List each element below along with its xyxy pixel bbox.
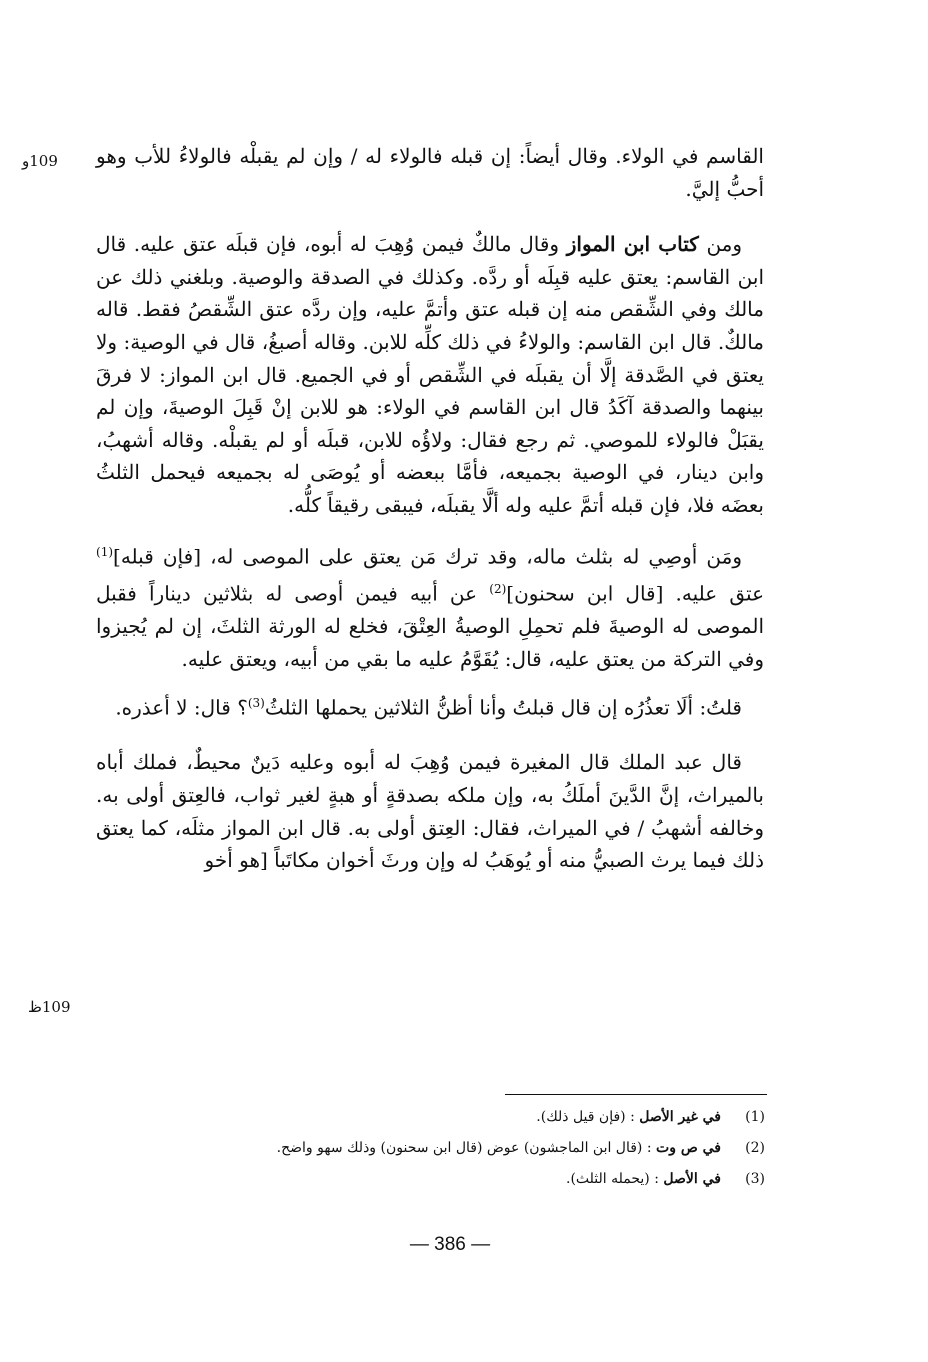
paragraph-text: عتق عليه.: [663, 581, 764, 606]
footnote-label: في ص وت: [656, 1140, 721, 1156]
paragraph: [96, 536, 764, 676]
paragraph-text: [قال ابن سحنون]: [506, 581, 664, 606]
footnote-text: : (قال ابن الماجشون) عوض (قال ابن سحنون) وذلك سهو واضح.: [276, 1140, 657, 1156]
main-text: [96, 140, 764, 877]
paragraph-text: عن أبيه فيمن أوصى له بثلاثين ديناراً فقبل الموصى له الوصيةَ فلم تحمِلِ الوصيةُ العِتْقَ، فخلع له الورثة الثلثَ، إن لم يُجيزوا وفي التركة من يعتق عليه، قال: يُقَوَّمُ عليه ما بقي من أبيه، ويعتق عليه.: [96, 581, 764, 671]
footnote-number: (1): [745, 1109, 765, 1125]
section-heading: كتاب ابن المواز: [566, 232, 699, 257]
footnote-ref: (3): [247, 696, 265, 711]
margin-folio-note: 109و: [22, 152, 58, 170]
page-number: — 386 —: [409, 1234, 491, 1255]
paragraph-text: قلتُ: ألَا تعذُرُه إن قال قبلتُ وأنا أظنُّ الثلاثين يحملها الثلثُ: [264, 695, 742, 720]
footnote-ref: (2): [489, 581, 507, 596]
paragraph: [96, 228, 764, 521]
footnote-text: : (فإن قيل ذلك).: [536, 1109, 640, 1125]
paragraph-lead: ومن: [706, 232, 743, 257]
footnote-label: في الأصل: [663, 1171, 721, 1187]
footnotes: [200, 1102, 765, 1195]
paragraph: [96, 687, 764, 724]
footnote-divider: [505, 1094, 767, 1095]
footnote-item: [200, 1102, 765, 1133]
paragraph: قال عبد الملك قال المغيرة فيمن وُهِبَ له أبوه وعليه دَينٌ محيطٌ، فملك أباه بالميراث، إنَّ الدَّينَ أملَكُ به، وإن ملكه بصدقةٍ أو هبةٍ لغير ثواب، فالعِتق أولى به. وخالفه أشهبُ / في الميراث، فقال: العِتق أولى به. قال ابن المواز مثلَه، كما يعتق ذلك فيما يرث الصبيُّ منه أو يُوهَبُ له وإن ورثَ أخوان مكاتَباً [هو أخو: [96, 750, 764, 873]
paragraph: القاسم في الولاء. وقال أيضاً: إن قبله فالولاء له / وإن لم يقبلْه فالولاءُ للأب وهو أحبُّ إليَّ.: [96, 144, 764, 201]
footnote-number: (2): [745, 1140, 765, 1156]
footnote-ref: (1): [96, 544, 114, 559]
footnote-item: [200, 1133, 765, 1164]
footnote-item: [200, 1164, 765, 1195]
margin-folio-note: 109ظ: [28, 998, 71, 1016]
paragraph-text: وقال مالكٌ فيمن وُهِبَ له أبوه، فإن قبلَه عتق عليه. قال ابن القاسم: يعتق عليه قبِلَه أو ردَّه. وكذلك في الصدقة والوصية. وبلغني ذلك عن مالك وفي الشِّقص منه إن قبله عتق وأتمَّ عليه، وإن ردَّه عتق الشِّقصُ فقط. قاله مالكٌ. قال ابن القاسم: والولاءُ في ذلك كلِّه للابن. وقاله أصبغُ، قال في الوصية: ولا يعتق في الصَّدقة إلَّا أن يقبلَه في الشِّقص أو في الجميع. قال ابن المواز: لا فرقَ بينهما والصدقة آكَدُ قال ابن القاسم في الولاء: هو للابن إنْ قَبِلَ الوصيةَ، وإن لم يقبَلْ فالولاء للموصي. ثم رجع فقال: ولاؤُه للابن، قبلَه أو لم يقبلْه. وقاله أشهبُ، وابن دينار، في الوصية بجميعه، فأمَّا ببعضه أو يُوصَى له بجميعه فيحمل الثلثُ بعضَه فلا، فإن قبله أتمَّ عليه وله ألَّا يقبلَه، فيبقى رقيقاً كلُّه.: [96, 232, 765, 517]
paragraph-text: ؟ قال: لا أعذره.: [115, 695, 248, 720]
footnote-label: في غير الأصل: [639, 1109, 721, 1125]
paragraph-lead: ومَن أوصِي له بثلث ماله، وقد ترك مَن يعتق على الموصى له، [فإن قبله]: [113, 544, 742, 569]
footnote-text: : (يحمله الثلث).: [566, 1171, 664, 1187]
footnote-number: (3): [745, 1171, 765, 1187]
